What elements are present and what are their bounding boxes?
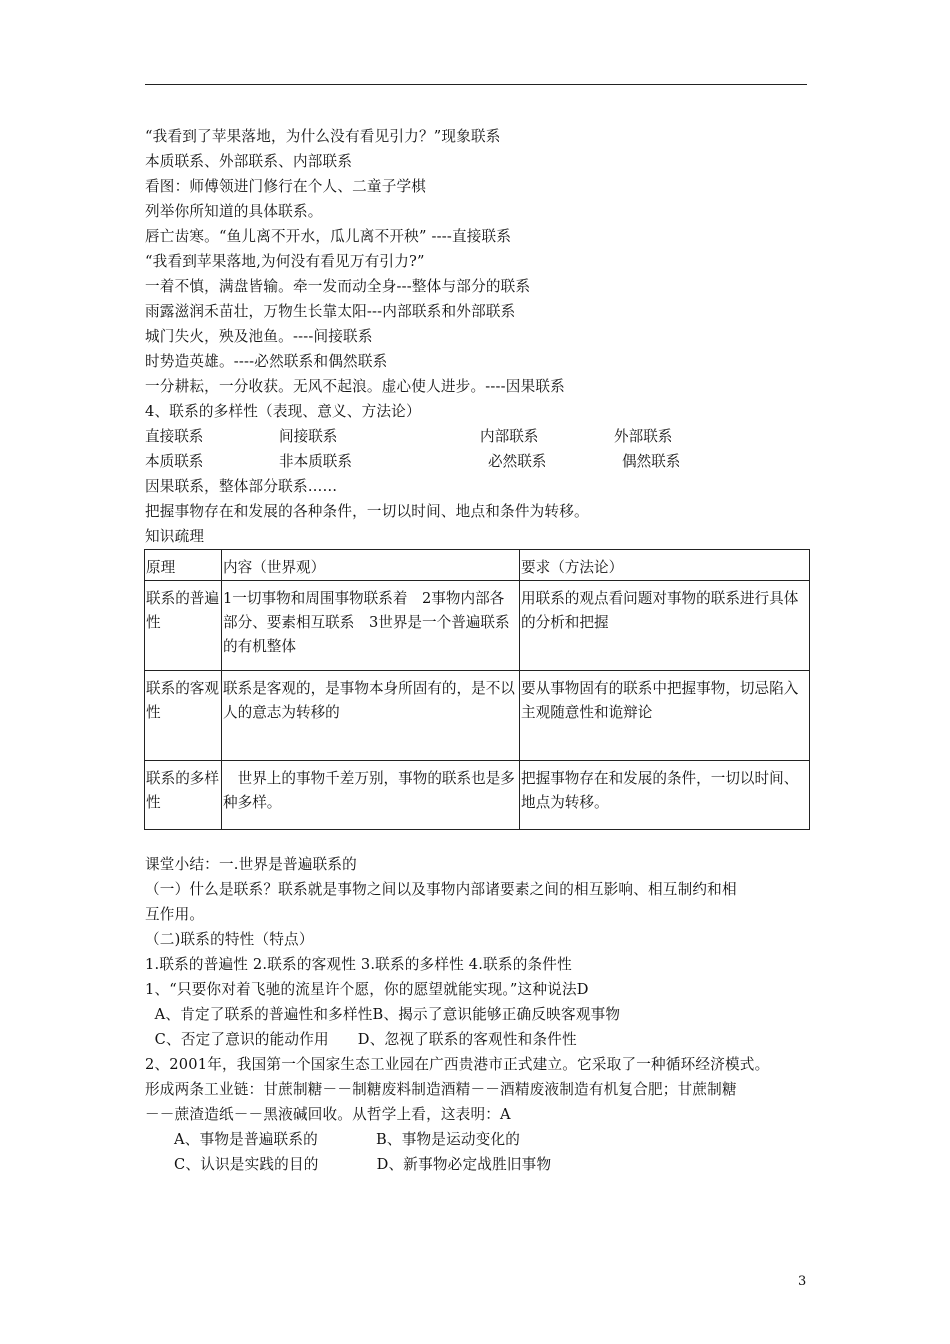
link-kind: 外部联系 xyxy=(614,428,673,445)
text-line: 互作用。 xyxy=(145,906,205,923)
table-cell: 世界上的事物千差万别，事物的联系也是多种多样。 xyxy=(222,761,520,830)
table-cell: 1一切事物和周围事物联系着 2事物内部各部分、要素相互联系 3世界是一个普遍联系的有机整体 xyxy=(222,581,520,671)
text-line: 时势造英雄。----必然联系和偶然联系 xyxy=(145,353,388,370)
text-line: （二)联系的特性（特点） xyxy=(145,931,314,948)
page-number: 3 xyxy=(798,1274,807,1289)
table-header-cell: 要求（方法论） xyxy=(520,550,810,581)
link-kind: 本质联系 xyxy=(145,453,204,470)
table-cell: 联系是客观的，是事物本身所固有的，是不以人的意志为转移的 xyxy=(222,671,520,761)
text-line: 唇亡齿寒。“鱼儿离不开水，瓜儿离不开秧” ----直接联系 xyxy=(145,228,512,245)
table-row xyxy=(145,671,810,761)
text-line: （一）什么是联系？联系就是事物之间以及事物内部诸要素之间的相互影响、相互制约和相 xyxy=(145,881,737,898)
link-kind: 直接联系 xyxy=(145,428,204,445)
table-header-cell: 原理 xyxy=(145,550,222,581)
question-text: 1、“只要你对着飞驰的流星许个愿，你的愿望就能实现。”这种说法D xyxy=(145,981,589,998)
table-header-row xyxy=(145,550,810,581)
table-row xyxy=(145,581,810,671)
header-rule xyxy=(145,84,807,85)
question-text: －－蔗渣造纸－－黑液碱回收。从哲学上看，这表明：A xyxy=(145,1106,511,1123)
text-line: 雨露滋润禾苗壮，万物生长靠太阳---内部联系和外部联系 xyxy=(145,303,516,320)
question-option: C、否定了意识的能动作用 D、忽视了联系的客观性和条件性 xyxy=(145,1031,577,1048)
question-option: C、认识是实践的目的 D、新事物必定战胜旧事物 xyxy=(145,1156,552,1173)
text-line: 城门失火，殃及池鱼。----间接联系 xyxy=(145,328,373,345)
table-cell: 联系的客观性 xyxy=(145,671,222,761)
table-header-cell: 内容（世界观） xyxy=(222,550,520,581)
section-heading: 4、联系的多样性（表现、意义、方法论） xyxy=(145,403,421,420)
table-cell: 用联系的观点看问题对事物的联系进行具体的分析和把握 xyxy=(520,581,810,671)
text-line: 看图：师傅领进门修行在个人、二童子学棋 xyxy=(145,178,427,195)
table-cell: 联系的多样性 xyxy=(145,761,222,830)
question-option: A、肯定了联系的普遍性和多样性B、揭示了意识能够正确反映客观事物 xyxy=(145,1006,621,1023)
question-text: 形成两条工业链：甘蔗制糖－－制糖废料制造酒精－－酒精废液制造有机复合肥；甘蔗制糖 xyxy=(145,1081,737,1098)
question-option: A、事物是普遍联系的 B、事物是运动变化的 xyxy=(145,1131,521,1148)
table-cell: 要从事物固有的联系中把握事物，切忌陷入主观随意性和诡辩论 xyxy=(520,671,810,761)
link-kind: 内部联系 xyxy=(480,428,539,445)
text-line: 一分耕耘，一分收获。无风不起浪。虚心使人进步。----因果联系 xyxy=(145,378,565,395)
text-line: 本质联系、外部联系、内部联系 xyxy=(145,153,353,170)
text-line: “我看到了苹果落地，为什么没有看见引力？”现象联系 xyxy=(145,128,501,145)
table-row xyxy=(145,761,810,830)
table-caption: 知识疏理 xyxy=(145,528,205,545)
table-cell: 把握事物存在和发展的条件，一切以时间、地点为转移。 xyxy=(520,761,810,830)
link-kind: 间接联系 xyxy=(279,428,338,445)
text-line: 因果联系，整体部分联系…… xyxy=(145,478,338,495)
link-kind: 偶然联系 xyxy=(622,453,681,470)
text-line: 一着不慎，满盘皆输。牵一发而动全身---整体与部分的联系 xyxy=(145,278,531,295)
text-line: “我看到苹果落地,为何没有看见万有引力?” xyxy=(145,253,425,270)
table-cell: 联系的普遍性 xyxy=(145,581,222,671)
text-line: 课堂小结：一.世界是普遍联系的 xyxy=(145,856,357,873)
text-line: 把握事物存在和发展的各种条件，一切以时间、地点和条件为转移。 xyxy=(145,503,589,520)
question-text: 2、2001年，我国第一个国家生态工业园在广西贵港市正式建立。它采取了一种循环经济模式。 xyxy=(145,1056,770,1073)
link-kind: 必然联系 xyxy=(488,453,547,470)
link-kind: 非本质联系 xyxy=(279,453,352,470)
text-line: 列举你所知道的具体联系。 xyxy=(145,203,323,220)
knowledge-table xyxy=(144,549,810,830)
text-line: 1.联系的普遍性 2.联系的客观性 3.联系的多样性 4.联系的条件性 xyxy=(145,956,572,973)
